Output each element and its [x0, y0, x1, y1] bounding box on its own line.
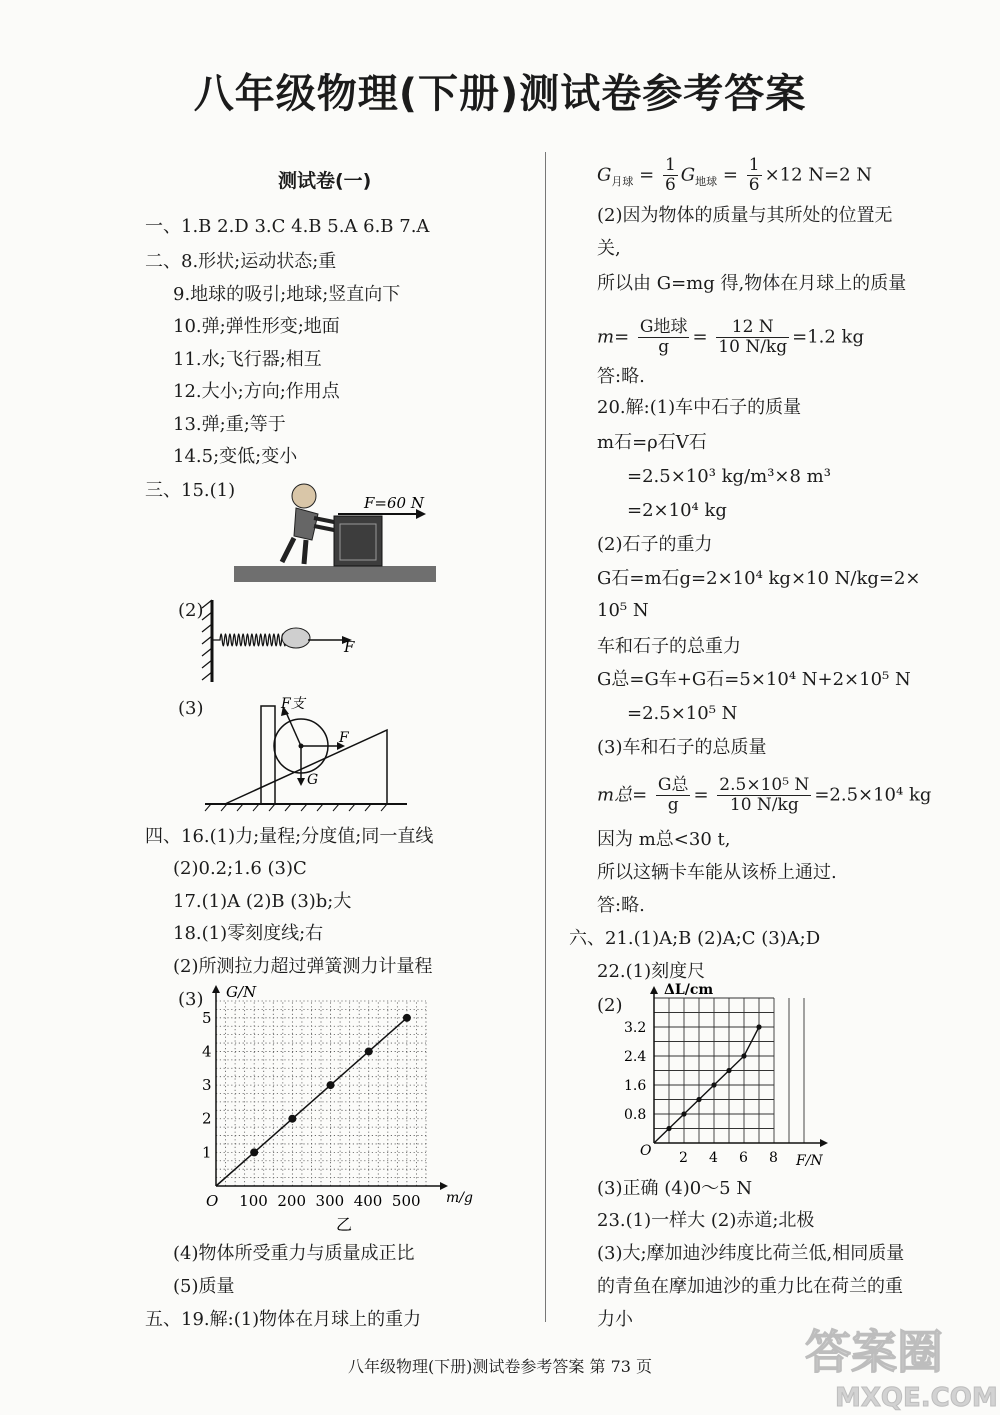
- denominator: 10 N/kg: [729, 795, 799, 815]
- answer-line: =2.5×10³ kg/m³×8 m³: [627, 466, 831, 487]
- origin-label: O: [640, 1143, 652, 1159]
- data-point: [681, 1111, 686, 1116]
- answer-line: G石=m石g=2×10⁴ kg×10 N/kg=2×: [597, 568, 921, 589]
- fraction: [716, 318, 789, 357]
- fraction: [747, 156, 762, 195]
- wall-board: [261, 706, 275, 804]
- answer-line: 一、1.B 2.D 3.C 4.B 5.A 6.B 7.A: [145, 216, 430, 237]
- answer-line: (3): [178, 698, 204, 719]
- axis-arrow: [440, 1182, 448, 1190]
- numerator: 2.5×10⁵ N: [719, 775, 810, 795]
- y-tick-label: 1.6: [624, 1078, 647, 1094]
- arrow-head: [297, 778, 305, 786]
- numerator: G总: [657, 775, 689, 795]
- answer-line: 答:略.: [597, 895, 645, 916]
- watermark-bottom: MXQE.COM: [835, 1383, 998, 1413]
- watermark-top: 答案圈: [805, 1325, 943, 1379]
- data-point: [288, 1115, 296, 1123]
- data-point: [250, 1148, 258, 1156]
- answer-line: 22.(1)刻度尺: [597, 961, 706, 982]
- y-tick-label: 0.8: [624, 1107, 647, 1123]
- answer-line: 三、15.(1): [145, 480, 236, 501]
- text: m=: [597, 326, 630, 348]
- text: ×12 N=2 N: [764, 164, 873, 186]
- fraction: [663, 156, 678, 195]
- page-title: 八年级物理(下册)测试卷参考答案: [193, 71, 807, 117]
- answer-line: 五、19.解:(1)物体在月球上的重力: [145, 1309, 422, 1330]
- x-tick-label: 500: [391, 1192, 421, 1210]
- answer-line: 二、8.形状;运动状态;重: [145, 251, 337, 272]
- answer-line: =2.5×10⁵ N: [627, 703, 738, 724]
- answer-line: 18.(1)零刻度线;右: [173, 923, 324, 944]
- answer-line: 12.大小;方向;作用点: [173, 381, 340, 402]
- x-tick-label: 8: [769, 1150, 778, 1166]
- text: m总=: [597, 784, 648, 806]
- answer-line: 14.5;变低;变小: [173, 446, 298, 467]
- data-point: [696, 1097, 701, 1102]
- data-point: [726, 1068, 731, 1073]
- boy-legs: [282, 538, 306, 564]
- fraction: [656, 776, 691, 815]
- text: =2.5×10⁴ kg: [814, 784, 932, 806]
- x-tick-label: 300: [315, 1192, 345, 1210]
- data-point: [711, 1082, 716, 1087]
- answer-line: 所以这辆卡车能从该桥上通过.: [597, 862, 837, 883]
- data-point: [327, 1081, 335, 1089]
- push-force-label: F: [339, 730, 349, 746]
- answer-line: 因为 m总<30 t,: [597, 829, 731, 850]
- answer-line: 11.水;飞行器;相互: [173, 349, 322, 370]
- answer-line: (3)正确 (4)0～5 N: [597, 1178, 753, 1199]
- text: =1.2 kg: [792, 326, 864, 348]
- page-footer: 八年级物理(下册)测试卷参考答案 第 73 页: [347, 1357, 653, 1376]
- numerator: 1: [664, 155, 676, 175]
- text: G: [680, 164, 696, 186]
- origin-label: O: [206, 1192, 219, 1210]
- y-tick-label: 1: [202, 1143, 212, 1162]
- support-force-arrow: [285, 710, 301, 746]
- incline: [225, 730, 387, 804]
- y-tick-label: 3.2: [624, 1020, 647, 1036]
- answer-line: 17.(1)A (2)B (3)b;大: [173, 891, 352, 912]
- boy-head: [292, 484, 316, 508]
- figure-ball-incline: [205, 694, 410, 812]
- answer-line: 车和石子的总重力: [597, 636, 741, 657]
- gravity-label: G: [307, 772, 319, 788]
- y-tick-label: 2.4: [624, 1049, 647, 1065]
- figure-push-box: [234, 474, 436, 584]
- x-tick-label: 400: [353, 1192, 383, 1210]
- answer-line: 20.解:(1)车中石子的质量: [597, 397, 802, 418]
- numerator: 12 N: [716, 318, 789, 338]
- answer-line: [597, 156, 872, 195]
- x-tick-label: 2: [679, 1150, 688, 1166]
- ground-hatch: [205, 804, 387, 811]
- column-divider: [545, 152, 546, 1322]
- ground: [234, 566, 436, 582]
- numerator: G地球: [639, 317, 688, 337]
- boy-body: [294, 508, 318, 540]
- x-tick-label: 100: [239, 1192, 268, 1210]
- x-tick-label: 4: [709, 1150, 718, 1166]
- chart-extension-force: [620, 982, 830, 1170]
- spring-coil: [212, 634, 286, 646]
- data-point: [741, 1053, 746, 1058]
- answer-line: (2)石子的重力: [597, 534, 713, 555]
- text: 地球: [695, 175, 718, 189]
- denominator: g: [658, 337, 670, 357]
- y-axis-label: G/N: [226, 983, 257, 1001]
- answer-line: 关,: [597, 238, 621, 259]
- force-label: F: [344, 638, 355, 656]
- answer-line: (2): [178, 600, 204, 621]
- answer-line: (2): [597, 995, 623, 1016]
- data-point: [756, 1024, 761, 1029]
- y-tick-label: 5: [202, 1008, 212, 1027]
- answer-line: m石=ρ石V石: [597, 432, 707, 453]
- x-tick-label: 6: [739, 1150, 748, 1166]
- answer-line: (2)所测拉力超过弹簧测力计量程: [173, 956, 433, 977]
- fraction: [638, 318, 690, 357]
- data-point: [365, 1047, 373, 1055]
- chart-gravity-mass: [196, 983, 473, 1234]
- axis-arrow: [820, 1139, 828, 1147]
- x-axis-label: m/g: [446, 1190, 473, 1206]
- answer-line: (2)因为物体的质量与其所处的位置无: [597, 205, 893, 226]
- answer-line: G总=G车+G石=5×10⁴ N+2×10⁵ N: [597, 669, 911, 690]
- text: G: [597, 164, 612, 186]
- text: 月球: [611, 175, 634, 189]
- y-axis-label: ΔL/cm: [664, 982, 714, 998]
- answer-line: 所以由 G=mg 得,物体在月球上的质量: [597, 273, 907, 294]
- fraction: [717, 776, 811, 815]
- section-title: 测试卷(一): [278, 170, 372, 192]
- answer-line: 四、16.(1)力;量程;分度值;同一直线: [145, 826, 434, 847]
- y-tick-label: 3: [202, 1076, 212, 1095]
- answer-line: 答:略.: [597, 366, 645, 387]
- figure-spring: [200, 598, 360, 684]
- axis-arrow: [212, 985, 220, 993]
- answer-line: 9.地球的吸引;地球;竖直向下: [173, 284, 401, 305]
- denominator: 6: [748, 175, 760, 195]
- denominator: 6: [664, 175, 676, 195]
- answer-line: =2×10⁴ kg: [627, 500, 727, 521]
- answer-line: 13.弹;重;等于: [173, 414, 286, 435]
- text: =: [639, 164, 655, 186]
- answer-line: 10⁵ N: [597, 600, 649, 621]
- answer-line: 的青鱼在摩加迪沙的重力比在荷兰的重: [597, 1276, 903, 1297]
- numerator: 1: [748, 155, 760, 175]
- answer-line: (5)质量: [173, 1276, 235, 1297]
- support-force-label: F支: [281, 696, 305, 712]
- answer-line: m总= $\frac{\text{G总}}{g}$ = $\frac{\text{2.5×10⁵ N}}{10 N/kg}$ =2.5×10⁴ kg: [597, 775, 932, 815]
- answer-line: 10.弹;弹性形变;地面: [173, 316, 340, 337]
- answer-line: (4)物体所受重力与质量成正比: [173, 1243, 415, 1264]
- axis-arrow: [650, 986, 658, 994]
- hand: [282, 628, 310, 648]
- answer-line: 六、21.(1)A;B (2)A;C (3)A;D: [569, 928, 821, 949]
- x-axis-label: F/N: [796, 1153, 823, 1169]
- answer-line: (2)0.2;1.6 (3)C: [173, 858, 307, 879]
- answer-line: m= $\frac{\text{G地球}}{g}$ = $\frac{12 N}{10 N/kg}$ =1.2 kg: [597, 317, 864, 357]
- answer-line: (3)大;摩加迪沙纬度比荷兰低,相同质量: [597, 1243, 905, 1264]
- force-label: F=60 N: [364, 494, 424, 512]
- text: =: [722, 164, 738, 186]
- x-tick-label: 200: [277, 1192, 307, 1210]
- graph-caption: 乙: [336, 1215, 353, 1234]
- y-tick-label: 2: [202, 1109, 212, 1128]
- data-point: [666, 1126, 671, 1131]
- watermark-logo: [795, 1318, 998, 1414]
- answer-line: (3)车和石子的总质量: [597, 737, 767, 758]
- boy-arms: [314, 518, 334, 530]
- answer-line: (3): [178, 989, 204, 1010]
- y-tick-label: 4: [202, 1042, 212, 1061]
- denominator: 10 N/kg: [718, 337, 788, 357]
- data-point: [403, 1014, 411, 1022]
- answer-line: 力小: [597, 1309, 633, 1330]
- answer-line: 23.(1)一样大 (2)赤道;北极: [597, 1210, 815, 1231]
- denominator: g: [667, 795, 679, 815]
